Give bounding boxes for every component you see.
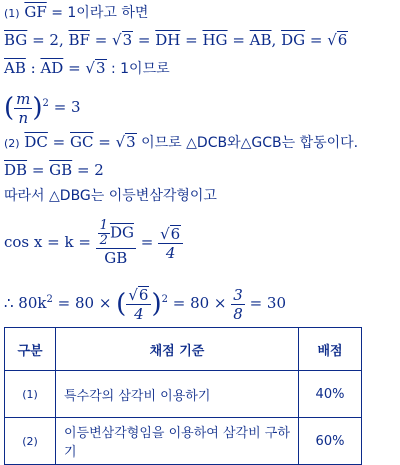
table-header-row [5,328,362,371]
scoring-table [4,327,362,465]
ratio-line: $\overline{AB}$ : $\overline{AD} = √3$ : 1이므로 [4,59,170,77]
comma-text: , [271,31,282,49]
fraction-denominator: 4 [134,304,144,323]
fraction-denominator: 8 [233,304,243,323]
fraction-denominator: 4 [165,243,176,262]
equals-text: = 2 [72,161,104,179]
segment-bg: $\overline{BG}$ [4,31,28,49]
result-text: = 30 [244,294,287,312]
header-score: 배점 [299,328,362,371]
ratio-rest-text: : 1이므로 [106,61,170,77]
equals-text: = 80 × [167,294,232,312]
segment-dg: $\overline{DG}$ [109,223,134,242]
therefore-line: 따라서 △DBG는 이등변삼각형이고 [4,188,217,204]
part2-header: (2) $\overline{DC} = \overline{GC} = √3$ 이므로 △DCB와△GCB는 합동이다. [4,133,359,151]
row-score: 40% [299,371,362,418]
equals-text: = [93,133,116,151]
part2-number: (2) [4,137,20,150]
equals-text: = [47,133,70,151]
congruence-text: 이므로 △DCB와△GCB는 합동이다. [136,135,359,151]
equals-text: = [133,31,156,49]
fraction-squared-line: ( $\frac{m}{n}$ )$^2$ = 3 [4,89,81,127]
half-denominator: 2 [99,233,108,248]
equals-text: = [135,233,159,251]
cos-numerator [96,219,136,249]
segment-gb: GB [104,249,128,267]
segment-dh: $\overline{DH}$ [155,31,181,49]
equals-text: = [180,31,203,49]
equals-text: = [227,31,250,49]
final-lhs: ∴ 80k [4,294,47,312]
part1-number: (1) [4,7,20,20]
row-id: (2) [5,418,56,465]
cos-equation [4,214,183,270]
segment-dc: $\overline{DC}$ [24,133,48,151]
sqrt-6: 6 [138,285,149,304]
part1-header [4,2,148,24]
exponent: 2 [46,294,53,305]
exponent: 2 [161,294,168,305]
row-id: (1) [5,371,56,418]
row-criteria: 특수각의 삼각비 이용하기 [56,371,299,418]
sqrt6-over-4: $\frac{√6}{4}$ [126,286,151,323]
segment-ab: $\overline{AB}$ [4,59,26,77]
sqrt-6: 6 [170,224,181,243]
fraction-3-8 [231,286,245,323]
header-category: 구분 [5,328,56,371]
segment-equalities: $\overline{BG} = 2$, $\overline{BF} = √3 = \overline{DH} = \overline{HG} = \overline{AB}$, $\overline{DG} = √6$ [4,31,348,49]
fraction-numerator: m [16,89,31,108]
sqrt-6: 6 [337,31,348,49]
equals-text: = 80 × [52,294,117,312]
cos-lhs: cos x = k = [4,233,96,251]
sqrt-3: 3 [126,133,136,151]
sqrt-3: 3 [122,31,133,49]
segment-gb: $\overline{GB}$ [49,161,73,179]
sqrt-3: 3 [95,59,106,77]
segment-gf: $\overline{GF}$ [24,3,47,21]
segment-gc: $\overline{GC}$ [70,133,94,151]
table-row [5,418,362,465]
rhs-text: = 3 [48,98,81,116]
half-numerator: 1 [99,218,108,233]
part1-header-text: = 1이라고 하면 [46,5,149,21]
segment-dg: $\overline{DG}$ [281,31,306,49]
fraction-m-n [14,90,32,127]
segment-ab: $\overline{AB}$ [249,31,272,49]
fraction-denominator: n [18,108,29,127]
colon-text: : [25,59,41,77]
header-criteria: 채점 기준 [56,328,299,371]
row-criteria: 이등변삼각형임을 이용하여 삼각비 구하기 [56,418,299,465]
sqrt6-over-4: $\frac{√6}{4}$ [158,225,183,262]
equals-text: = [63,59,86,77]
segment-hg: $\overline{HG}$ [202,31,228,49]
row-score: 60% [299,418,362,465]
equals-text: = [305,31,328,49]
cos-big-fraction [96,219,136,267]
table-row [5,371,362,418]
db-gb-line [4,160,104,180]
fraction-numerator: 3 [233,285,243,304]
equals-text: = 2, [27,31,69,49]
segment-ad: $\overline{AD}$ [40,59,64,77]
equals-text: = [27,161,50,179]
equals-text: = [89,31,113,49]
segment-db: $\overline{DB}$ [4,161,28,179]
segment-bf: $\overline{BF}$ [68,31,90,49]
exponent: 2 [42,98,49,109]
final-equation: ∴ $80k^2 = 80$ × ( $\frac{√6}{4}$ )$^2$ = 80 × $\frac{3}{8}$ = 30 [4,285,287,323]
